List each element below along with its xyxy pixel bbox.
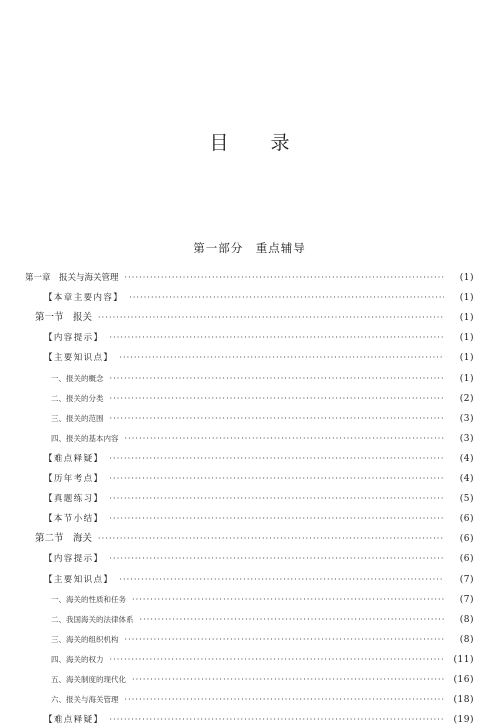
toc-leader-dots (129, 290, 444, 303)
toc-leader-dots (109, 551, 444, 564)
toc-entry[interactable] (35, 310, 474, 323)
toc-entry[interactable] (35, 531, 474, 544)
toc-entry[interactable] (44, 451, 474, 464)
toc-entry-page: (1) (459, 293, 474, 304)
toc-entry-label: 二、我国海关的法律体系 (51, 614, 134, 624)
toc-entry-page: (1) (459, 313, 474, 324)
toc-entry-page: (6) (459, 554, 474, 565)
toc-entry-page: (6) (459, 534, 474, 545)
page-title (0, 128, 499, 155)
page-title-left: 目 (209, 132, 229, 154)
toc-leader-dots (109, 712, 444, 725)
page-title-right: 录 (270, 132, 290, 154)
toc-entry-label: 四、报关的基本内容 (51, 433, 119, 443)
toc-entry-page: (7) (459, 594, 474, 605)
toc-entry-label: 三、报关的范围 (51, 413, 104, 423)
toc-leader-dots (109, 511, 444, 524)
toc-entry-label: 【主要知识点】 (44, 353, 114, 364)
toc-leader-dots (119, 350, 444, 363)
toc-entry-label: 【内容提示】 (44, 554, 104, 565)
toc-entry-page: (19) (453, 715, 474, 726)
toc-entry[interactable] (44, 551, 474, 564)
toc-entry-label: 一、海关的性质和任务 (51, 594, 126, 604)
toc-entry-label: 【内容提示】 (44, 333, 104, 344)
toc-leader-dots (119, 572, 444, 585)
toc-entry-page: (2) (459, 393, 474, 404)
toc-entry-page: (11) (453, 654, 474, 665)
toc-entry-page: (16) (453, 675, 474, 685)
toc-entry-label: 四、海关的权力 (51, 654, 104, 664)
toc-entry[interactable] (51, 672, 474, 685)
toc-entry-page: (1) (459, 353, 474, 364)
toc-entry[interactable] (51, 391, 474, 404)
toc-leader-dots (140, 612, 445, 625)
part-title: 第一部分 重点辅导 (193, 241, 306, 255)
toc-entry-page: (18) (453, 695, 474, 706)
toc-entry-page: (5) (459, 494, 474, 505)
toc-entry-label: 【难点释疑】 (44, 715, 104, 726)
toc-entry-page: (1) (459, 333, 474, 344)
toc-entry[interactable] (44, 330, 474, 343)
toc-entry-label: 第一章 报关与海关管理 (25, 273, 119, 283)
toc-entry[interactable] (44, 491, 474, 504)
toc-entry-label: 三、海关的组织机构 (51, 634, 119, 644)
toc-entry[interactable] (25, 270, 474, 283)
toc-leader-dots (125, 632, 445, 645)
toc-entry[interactable] (44, 350, 474, 363)
toc-entry-page: (3) (459, 413, 474, 424)
toc-entry-label: 【主要知识点】 (44, 574, 114, 585)
toc-entry[interactable] (51, 632, 474, 645)
toc-entry-page: (8) (459, 614, 474, 625)
toc-entry-page: (6) (459, 514, 474, 525)
toc-entry[interactable] (51, 692, 474, 705)
toc-entry[interactable] (51, 411, 474, 424)
toc-leader-dots (109, 330, 444, 343)
toc-leader-dots (125, 270, 444, 283)
toc-leader-dots (125, 692, 445, 705)
toc-entry[interactable] (51, 612, 474, 625)
toc-leader-dots (98, 531, 444, 544)
toc-entry-label: 第一节 报关 (35, 312, 93, 324)
toc-entry-label: 【真题练习】 (44, 494, 104, 505)
toc-entry[interactable] (44, 471, 474, 484)
toc-leader-dots (132, 672, 444, 685)
toc-leader-dots (125, 431, 445, 444)
toc-leader-dots (109, 491, 444, 504)
toc-entry-label: 二、报关的分类 (51, 393, 104, 403)
toc-entry-page: (8) (459, 634, 474, 645)
toc-leader-dots (109, 471, 444, 484)
toc-entry[interactable] (51, 592, 474, 605)
toc-entry[interactable] (44, 290, 474, 303)
toc-leader-dots (132, 592, 444, 605)
toc-entry-label: 五、海关制度的现代化 (51, 675, 126, 684)
toc-entry[interactable] (44, 572, 474, 585)
toc-entry-label: 【本章主要内容】 (44, 293, 124, 304)
toc-entry-label: 六、报关与海关管理 (51, 695, 119, 705)
toc-entry-page: (1) (459, 373, 474, 384)
toc-entry-label: 一、报关的概念 (51, 373, 104, 383)
toc-leader-dots (110, 411, 445, 424)
toc-entry-page: (3) (459, 433, 474, 444)
toc-entry[interactable] (44, 511, 474, 524)
toc-entry[interactable] (44, 712, 474, 725)
toc-entry[interactable] (51, 652, 474, 665)
toc-leader-dots (110, 391, 445, 404)
toc-entry-page: (1) (459, 273, 474, 283)
toc-entry-label: 【历年考点】 (44, 474, 104, 484)
toc-entry[interactable] (51, 431, 474, 444)
toc-entry-page: (4) (459, 474, 474, 484)
toc-entry-label: 第二节 海关 (35, 533, 93, 545)
toc-leader-dots (110, 371, 445, 384)
toc-entry[interactable] (51, 371, 474, 384)
toc-entry-page: (4) (459, 453, 474, 464)
toc-leader-dots (98, 310, 444, 323)
toc-entry-label: 【难点释疑】 (44, 453, 104, 464)
toc-entry-label: 【本节小结】 (44, 514, 104, 525)
toc-entry-page: (7) (459, 574, 474, 585)
toc-leader-dots (109, 451, 444, 464)
toc-leader-dots (110, 652, 445, 665)
